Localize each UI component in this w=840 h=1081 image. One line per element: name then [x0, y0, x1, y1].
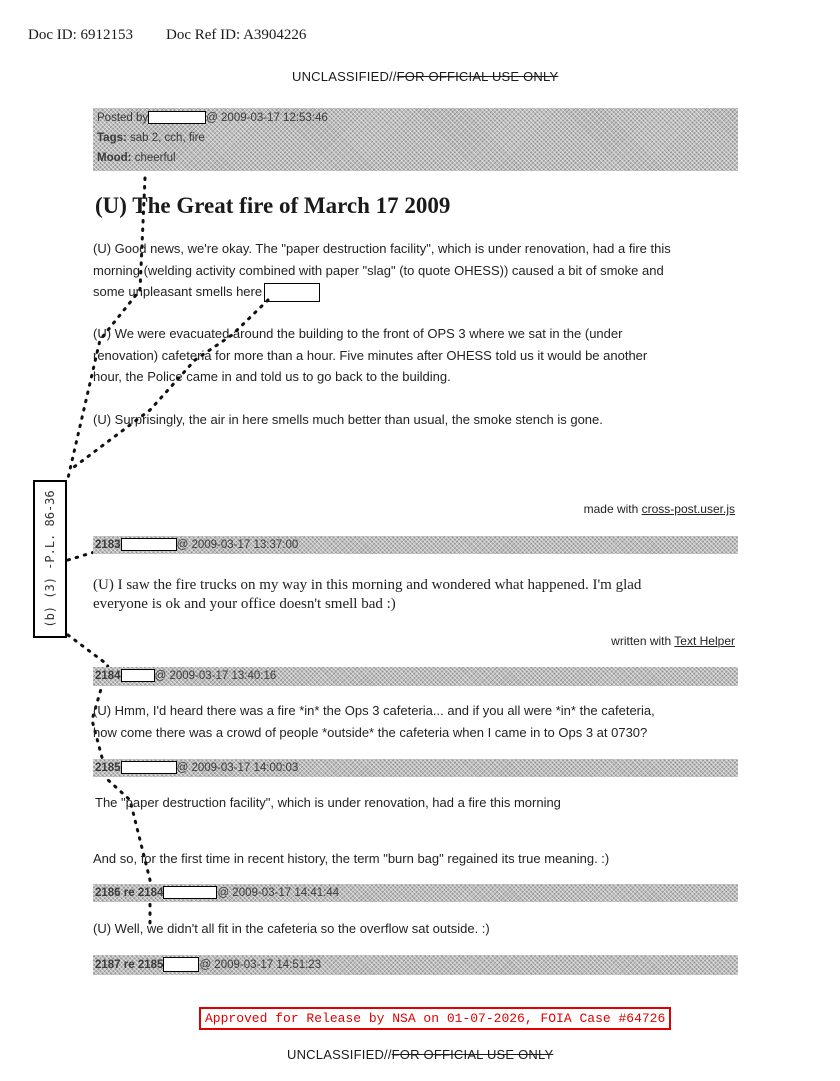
posted-by-line: Posted by @ 2009-03-17 12:53:46	[97, 112, 328, 124]
approved-release-stamp: Approved for Release by NSA on 01-07-2026, FOIA Case #64726	[199, 1007, 671, 1030]
comment-2185-header: 2185 @ 2009-03-17 14:00:03	[93, 759, 738, 777]
post-title: (U) The Great fire of March 17 2009	[95, 193, 451, 218]
doc-ref-id: Doc Ref ID: A3904226	[166, 27, 307, 43]
leader-line	[70, 300, 268, 470]
comment-2185-body: And so, for the first time in recent history, the term "burn bag" regained its true meaning. :)	[93, 851, 610, 866]
written-with-note: written with Text Helper	[611, 634, 735, 648]
redaction-box	[163, 957, 199, 972]
comment-2184-header: 2184 @ 2009-03-17 13:40:16	[93, 667, 738, 686]
cross-post-link[interactable]: cross-post.user.js	[641, 502, 735, 516]
leader-line	[68, 178, 145, 478]
post-paragraph-1: (U) Good news, we're okay. The "paper destruction facility", which is under renovation, had a fire this morning (welding activity combined with paper "slag" (to quote OHESS)) caused a bit of smoke and some unpleasant smells here	[93, 238, 743, 303]
comment-2186-header: 2186 re 2184 @ 2009-03-17 14:41:44	[93, 884, 738, 902]
made-with-note: made with cross-post.user.js	[583, 502, 735, 516]
tags-line: Tags: sab 2, cch, fire	[97, 132, 205, 144]
redaction-box	[121, 538, 177, 551]
redaction-box	[121, 669, 155, 682]
comment-2183-header: 2183 @ 2009-03-17 13:37:00	[93, 536, 738, 554]
post-paragraph-3: (U) Surprisingly, the air in here smells much better than usual, the smoke stench is gone.	[93, 412, 603, 427]
comment-2183-body: (U) I saw the fire trucks on my way in this morning and wondered what happened. I'm glad everyone is ok and your office doesn't smell bad :)	[93, 577, 642, 612]
comment-2185-quote: The "paper destruction facility", which is under renovation, had a fire this morning	[95, 795, 561, 810]
classification-bottom: UNCLASSIFIED//FOR OFFICIAL USE ONLY	[287, 1047, 554, 1062]
redaction-box	[121, 761, 177, 774]
exemption-label: (b) (3) -P.L. 86-36	[43, 490, 57, 628]
comment-2184-body: (U) Hmm, I'd heard there was a fire *in* the Ops 3 cafeteria... and if you all were *in* the cafeteria, how come there was a crowd of people *outside* the cafeteria when I came in to Ops 3 at 0730?	[93, 703, 655, 740]
redaction-box	[163, 886, 217, 899]
mood-line: Mood: cheerful	[97, 152, 176, 164]
text-helper-link[interactable]: Text Helper	[674, 634, 735, 648]
comment-2187-header: 2187 re 2185 @ 2009-03-17 14:51:23	[93, 955, 738, 975]
post-paragraph-2: (U) We were evacuated around the building to the front of OPS 3 where we sat in the (under renovation) cafeteria for more than a hour. Five minutes after OHESS told us it would be another hour, the Police came in and told us to go back to the building.	[93, 326, 648, 384]
comment-2186-body: (U) Well, we didn't all fit in the cafeteria so the overflow sat outside. :)	[93, 921, 490, 936]
classification-top: UNCLASSIFIED//FOR OFFICIAL USE ONLY	[292, 69, 559, 84]
doc-id: Doc ID: 6912153	[28, 27, 133, 43]
